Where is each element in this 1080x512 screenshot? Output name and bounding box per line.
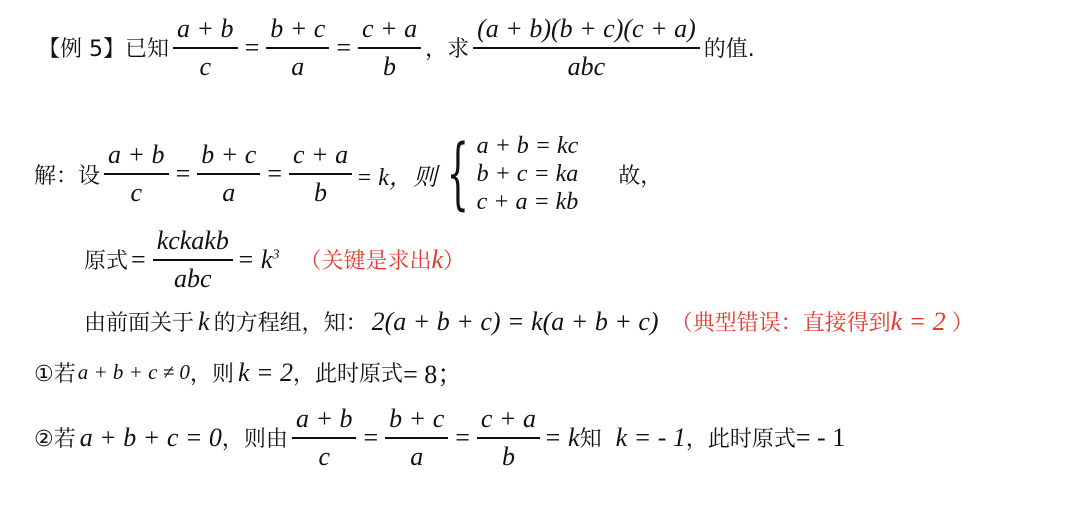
solution-fraction-2 (197, 140, 260, 208)
fraction-denominator: a (410, 441, 424, 471)
case1-marker: ①若 (34, 362, 76, 387)
fraction-numerator: b + c (270, 14, 326, 43)
case2-eq-k: = k (544, 422, 580, 452)
from-system-note (671, 306, 974, 337)
example-label: 【例 5】 (38, 37, 125, 63)
note-end: ） (951, 311, 974, 336)
solution-prefix: 解：设 (34, 163, 101, 189)
original-line (84, 226, 465, 294)
case2-then: ，则由 (221, 427, 288, 453)
case1-condition: a + b + c ≠ 0 (77, 360, 190, 384)
from-system-equation: 2(a + b + c) = k(a + b + c) (371, 306, 659, 336)
case2-condition: a + b + c = 0 (79, 422, 222, 452)
system-row: b + c = ka (476, 161, 579, 187)
fraction-numerator: c + a (293, 140, 349, 170)
fraction-numerator: a + b (177, 14, 234, 43)
example-known: 已知 (125, 37, 170, 63)
fraction-numerator: c + a (362, 14, 418, 43)
example-fraction-1 (173, 14, 238, 82)
case2-marker: ②若 (34, 427, 76, 453)
from-system-text-a: 由前面关于 (84, 311, 195, 336)
case1-value: = 8； (403, 360, 464, 389)
equation-system (439, 129, 579, 219)
original-label: 原式 (84, 249, 129, 275)
fraction-numerator: b + c (201, 140, 257, 170)
example-fraction-2 (266, 14, 329, 82)
system-row: c + a = kb (476, 189, 579, 215)
equals-sign: = (336, 32, 351, 62)
solution-line (34, 129, 663, 219)
fraction-numerator: b + c (389, 404, 445, 433)
case2-k: k = - 1 (615, 422, 686, 452)
fraction-denominator: c (318, 441, 330, 471)
solution-fraction-3 (289, 140, 352, 208)
equals-sign: = (363, 422, 379, 452)
case2-fraction-1 (292, 404, 357, 472)
fraction-denominator: c (199, 51, 212, 81)
case2-value: = - 1 (795, 422, 846, 452)
original-fraction (153, 226, 233, 294)
original-result (237, 245, 280, 275)
solution-fraction-1 (104, 140, 169, 208)
fraction-numerator: kckakb (156, 226, 229, 255)
fraction-denominator: a (291, 51, 305, 81)
equals-sign: = (455, 422, 470, 452)
case2-know: 知 (579, 427, 602, 453)
from-system-text-b: 的方程组，知： (213, 311, 368, 336)
example-line (38, 14, 755, 82)
fraction-denominator: b (314, 177, 328, 207)
from-system-line (84, 306, 974, 337)
case2-fraction-2 (385, 404, 448, 472)
fraction-numerator: (a + b)(b + c)(c + a) (477, 14, 696, 43)
case2-result: ，此时原式 (685, 427, 796, 453)
equals-sign: = (131, 244, 146, 274)
example-value-of: 的值. (703, 37, 755, 63)
fraction-numerator: a + b (108, 140, 165, 170)
fraction-denominator: b (501, 441, 515, 471)
system-row: a + b = kc (476, 133, 579, 159)
case1-then: ，则 (189, 362, 234, 387)
case1-line (34, 354, 463, 391)
case1-result: ，此时原式 (293, 362, 404, 387)
example-seek: ，求 (425, 37, 470, 63)
equals-sign: = (175, 159, 191, 188)
note-text: （典型错误：直接得到 (670, 311, 891, 336)
original-note (299, 244, 465, 275)
fraction-denominator: b (383, 51, 397, 81)
system-rows (477, 132, 579, 216)
example-target-fraction (473, 14, 700, 82)
fraction-denominator: a (222, 177, 236, 207)
fraction-numerator: a + b (295, 404, 353, 433)
fraction-denominator: abc (567, 51, 606, 81)
note-variable: k (431, 245, 444, 275)
from-system-var: k (198, 306, 210, 336)
note-end: ） (443, 249, 466, 275)
result-base: = k (236, 244, 273, 274)
example-fraction-3 (358, 14, 421, 82)
fraction-denominator: abc (174, 263, 212, 293)
case2-fraction-3 (477, 404, 540, 472)
case2-line (34, 404, 845, 472)
left-brace-icon: { (446, 129, 469, 219)
fraction-numerator: c + a (480, 404, 537, 433)
note-equation: k = 2 (890, 307, 946, 336)
solution-eq-k: = k，则 (356, 164, 437, 191)
case1-k: k = 2 (237, 357, 294, 387)
equals-sign: = (267, 159, 282, 188)
equals-sign: = (244, 32, 260, 62)
solution-therefore: 故， (618, 163, 663, 189)
result-exponent: 3 (272, 247, 280, 263)
fraction-denominator: c (130, 177, 143, 207)
note-text: （关键是求出 (299, 249, 432, 275)
